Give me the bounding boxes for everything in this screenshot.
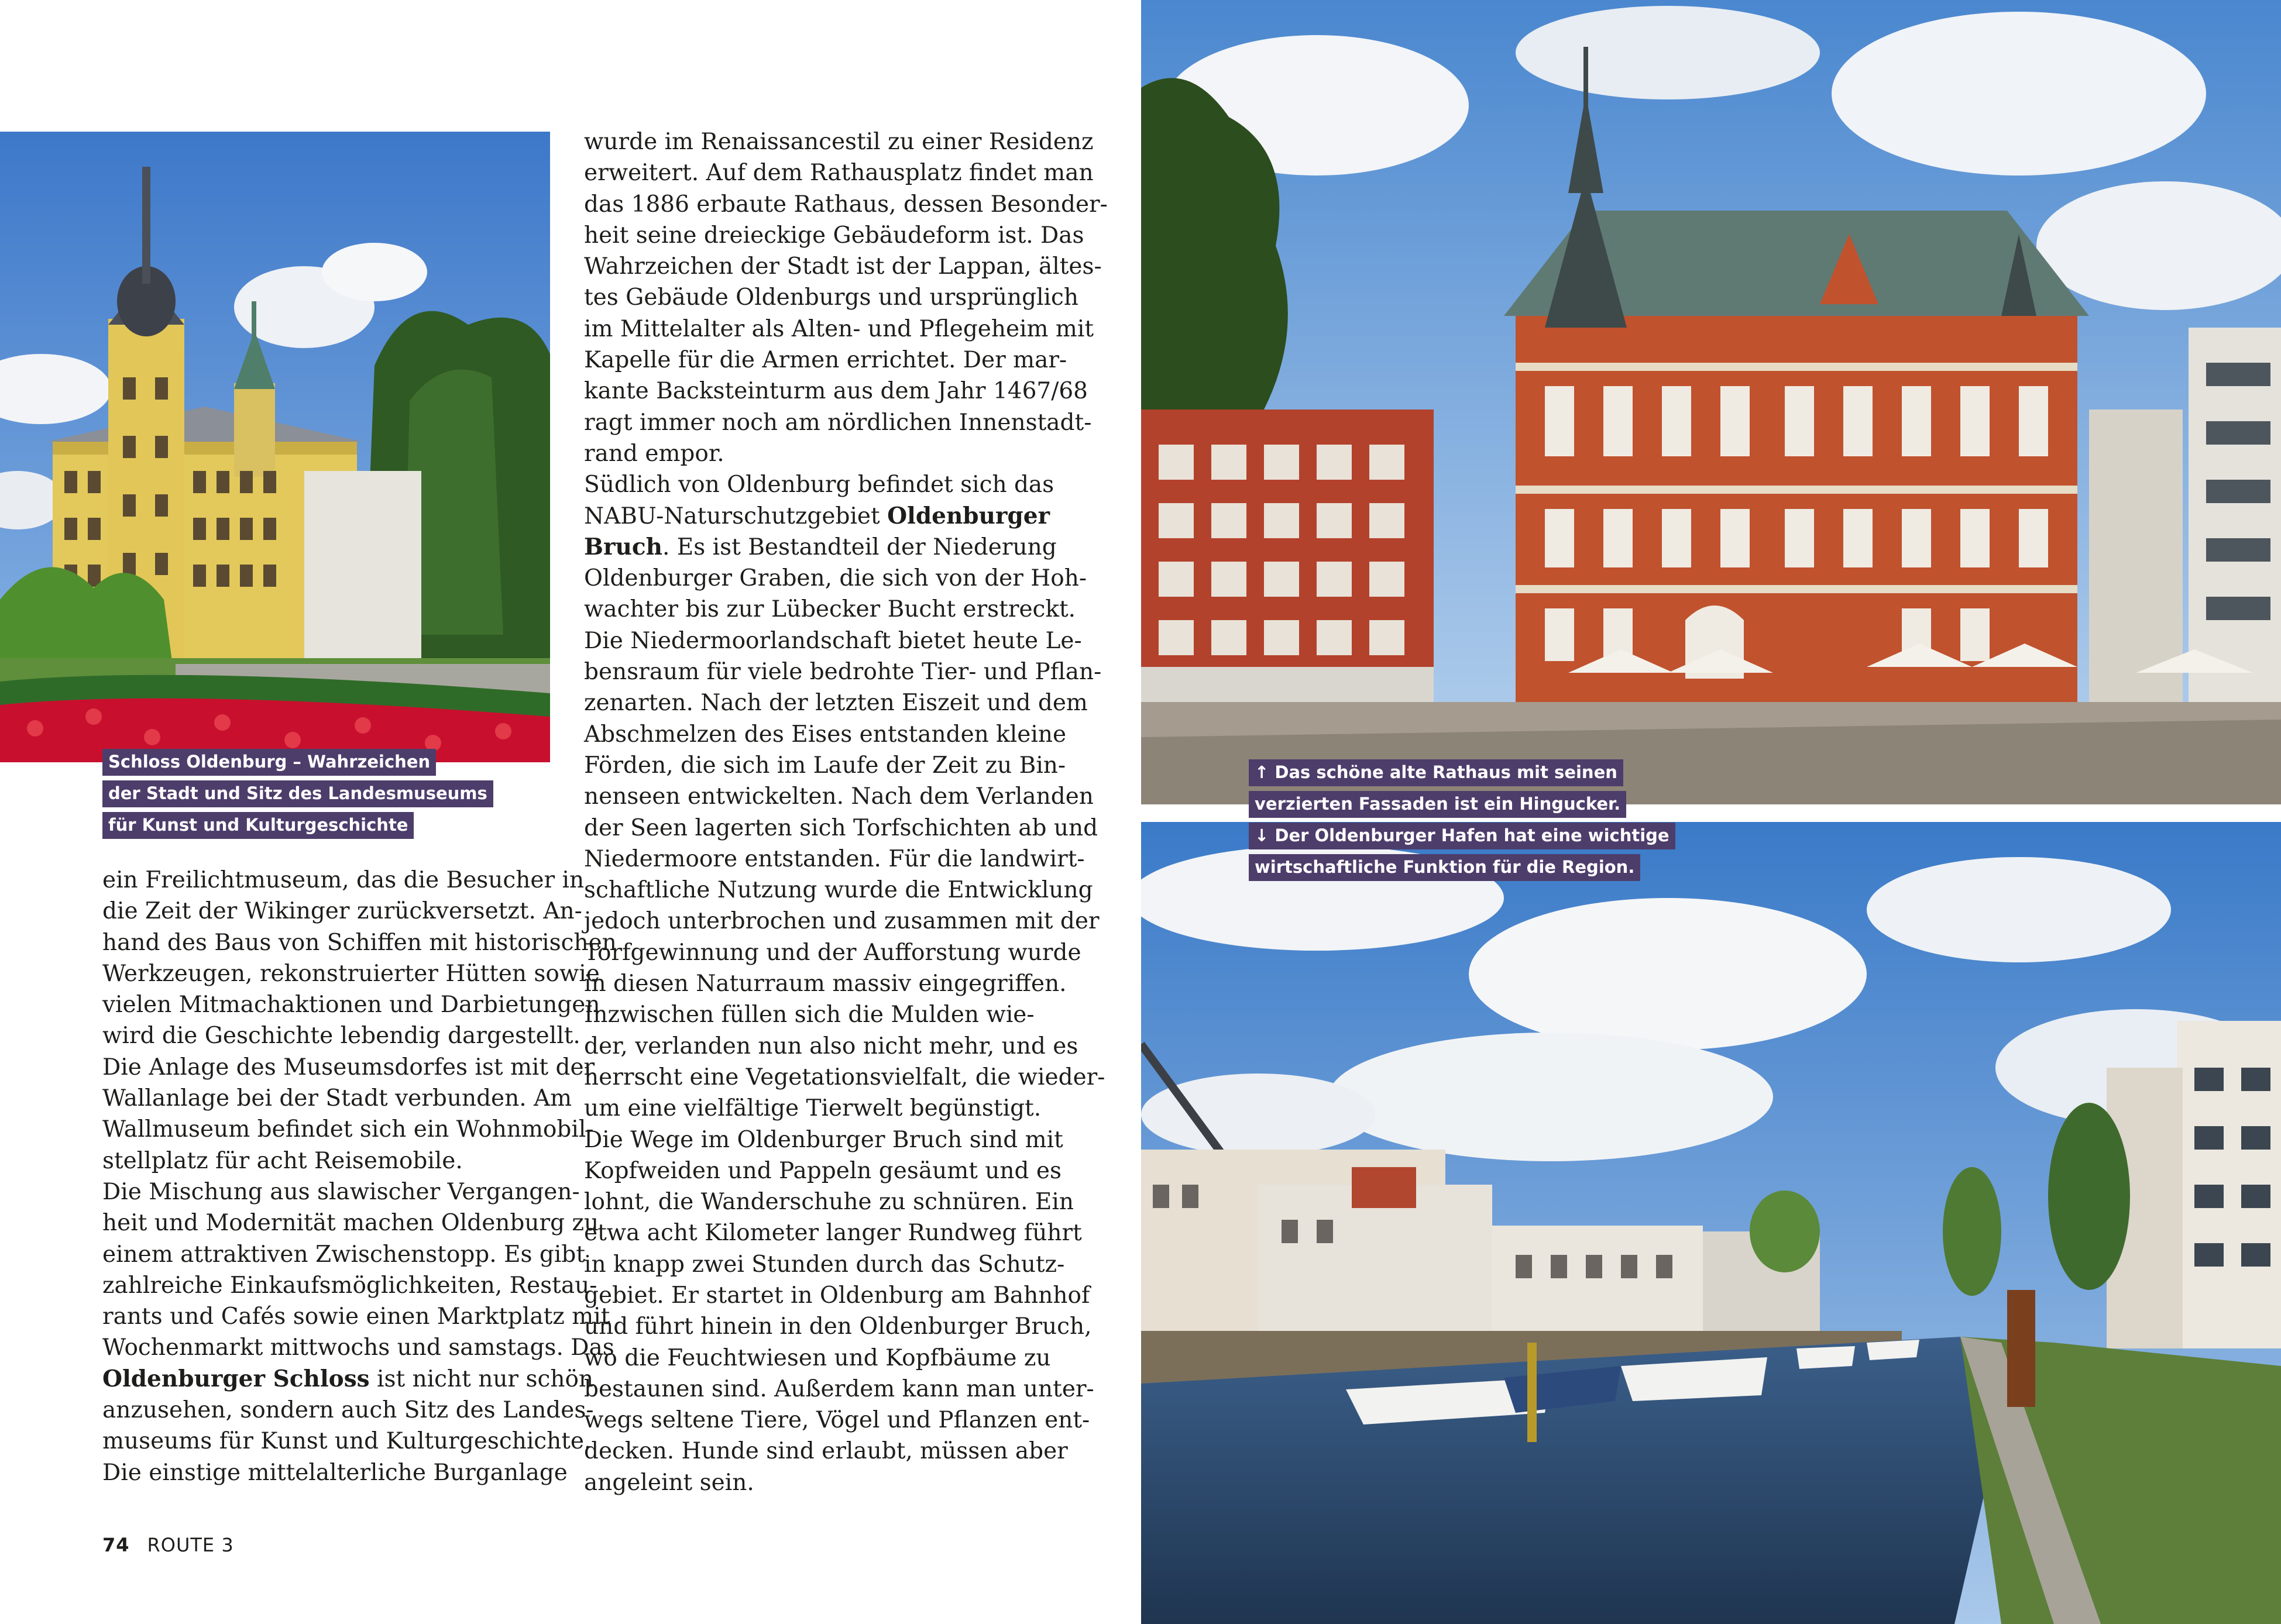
text-line: Wochenmarkt mittwochs und samstags. Das: [102, 1334, 614, 1361]
text-line: Wallanlage bei der Stadt verbunden. Am: [102, 1085, 572, 1112]
text-line: der Seen lagerten sich Torfschichten ab und: [584, 814, 1098, 841]
text-line: [584, 532, 1108, 563]
bold-term: Oldenburger Schloss: [102, 1365, 370, 1392]
text-line: wachter bis zur Lübecker Bucht erstreckt.: [584, 596, 1076, 623]
text-line: angeleint sein.: [584, 1469, 754, 1496]
text-line: Wallmuseum befindet sich ein Wohnmobil-: [102, 1116, 594, 1143]
text-line: stellplatz für acht Reisemobile.: [102, 1147, 463, 1174]
bold-term: Oldenburger: [887, 502, 1050, 529]
caption-line: Schloss Oldenburg – Wahrzeichen: [102, 749, 436, 776]
text-line: Die einstige mittelalterliche Burganlage: [102, 1459, 568, 1486]
text-line: herrscht eine Vegetationsvielfalt, die wieder-: [584, 1064, 1105, 1090]
text-line: das 1886 erbaute Rathaus, dessen Besonder-: [584, 191, 1108, 218]
text-line: kante Backsteinturm aus dem Jahr 1467/68: [584, 378, 1088, 405]
text-line: Oldenburger Graben, die sich von der Hoh-: [584, 565, 1087, 592]
text-line: um eine vielfältige Tierwelt begünstigt.: [584, 1095, 1042, 1122]
text-line: rand empor.: [584, 440, 724, 467]
castle-photo: [0, 132, 550, 762]
middle-text-column: [584, 126, 1108, 1498]
text-line: Inzwischen füllen sich die Mulden wie-: [584, 1002, 1035, 1028]
text-line: zahlreiche Einkaufsmöglichkeiten, Restau-: [102, 1272, 597, 1299]
harbor-photo: [1141, 822, 2281, 1624]
town-hall-photo: [1141, 0, 2281, 804]
text-line: wo die Feuchtwiesen und Kopfbäume zu: [584, 1344, 1051, 1371]
text-line: tes Gebäude Oldenburgs und ursprünglich: [584, 284, 1078, 311]
text-line: wurde im Renaissancestil zu einer Residenz: [584, 129, 1094, 155]
text-line: rants und Cafés sowie einen Marktplatz mit: [102, 1303, 610, 1330]
text-line: etwa acht Kilometer langer Rundweg führt: [584, 1220, 1082, 1247]
text-line: in diesen Naturraum massiv eingegriffen.: [584, 971, 1067, 997]
text-line: bensraum für viele bedrohte Tier- und Pflan-: [584, 659, 1102, 686]
text-line: lohnt, die Wanderschuhe zu schnüren. Ein: [584, 1189, 1074, 1216]
text-line: einem attraktiven Zwischenstopp. Es gibt: [102, 1241, 585, 1268]
text-line: [102, 1364, 617, 1395]
text-line: heit seine dreieckige Gebäudeform ist. Das: [584, 222, 1084, 249]
text-line: Südlich von Oldenburg befindet sich das: [584, 472, 1054, 498]
text-line: nenseen entwickelten. Nach dem Verlanden: [584, 783, 1094, 810]
caption-line: verzierten Fassaden ist ein Hingucker.: [1249, 791, 1626, 818]
text-line: gebiet. Er startet in Oldenburg am Bahnhof: [584, 1282, 1090, 1309]
text-line: Kopfweiden und Pappeln gesäumt und es: [584, 1157, 1062, 1184]
text-line: hand des Baus von Schiffen mit historischen: [102, 929, 617, 956]
text-line: Wahrzeichen der Stadt ist der Lappan, ältes-: [584, 253, 1102, 280]
text-line: bestaunen sind. Außerdem kann man unter-: [584, 1375, 1094, 1402]
text-line: wegs seltene Tiere, Vögel und Pflanzen ent-: [584, 1407, 1090, 1434]
text-fragment: NABU-Naturschutzgebiet: [584, 503, 888, 529]
text-line: Abschmelzen des Eises entstanden kleine: [584, 721, 1067, 748]
text-fragment: ist nicht nur schön: [369, 1365, 594, 1392]
text-line: Förden, die sich im Laufe der Zeit zu Bin-: [584, 752, 1066, 779]
text-line: jedoch unterbrochen und zusammen mit der: [584, 908, 1100, 935]
text-line: ein Freilichtmuseum, das die Besucher in: [102, 867, 585, 893]
text-line: Torfgewinnung und der Aufforstung wurde: [584, 939, 1081, 966]
left-text-column: [102, 865, 617, 1488]
text-line: in knapp zwei Stunden durch das Schutz-: [584, 1251, 1065, 1278]
text-line: anzusehen, sondern auch Sitz des Landes-: [102, 1397, 594, 1424]
caption-line: für Kunst und Kulturgeschichte: [102, 812, 414, 839]
text-line: zenarten. Nach der letzten Eiszeit und dem: [584, 690, 1088, 717]
text-line: erweitert. Auf dem Rathausplatz findet man: [584, 160, 1094, 187]
caption-line: wirtschaftliche Funktion für die Region.: [1249, 854, 1640, 881]
text-line: die Zeit der Wikinger zurückversetzt. An-: [102, 898, 582, 925]
text-line: museums für Kunst und Kulturgeschichte.: [102, 1428, 592, 1455]
text-line: Niedermoore entstanden. Für die landwirt-: [584, 845, 1085, 872]
text-line: wird die Geschichte lebendig dargestellt.: [102, 1023, 580, 1050]
text-line: schaftliche Nutzung wurde die Entwicklung: [584, 877, 1093, 904]
text-line: heit und Modernität machen Oldenburg zu: [102, 1210, 599, 1237]
harbor-townhall-caption: [1249, 759, 1675, 886]
text-line: vielen Mitmachaktionen und Darbietungen: [102, 992, 600, 1019]
bold-term: Bruch: [584, 533, 662, 560]
text-line: Die Mischung aus slawischer Vergangen-: [102, 1178, 580, 1205]
text-line: [584, 501, 1108, 532]
page-number: 74: [102, 1534, 130, 1556]
text-line: im Mittelalter als Alten- und Pflegeheim mit: [584, 315, 1094, 342]
text-line: Die Anlage des Museumsdorfes ist mit der: [102, 1054, 595, 1081]
caption-line: ↑ Das schöne alte Rathaus mit seinen: [1249, 759, 1623, 786]
text-line: Die Niedermoorlandschaft bietet heute Le-: [584, 627, 1082, 654]
castle-caption: [102, 749, 493, 844]
text-line: der, verlanden nun also nicht mehr, und es: [584, 1033, 1078, 1059]
caption-line: ↓ Der Oldenburger Hafen hat eine wichtige: [1249, 823, 1675, 849]
text-line: ragt immer noch am nördlichen Innenstadt-: [584, 409, 1092, 436]
page-footer: [102, 1534, 234, 1556]
text-fragment: . Es ist Bestandteil der Niederung: [662, 534, 1057, 560]
text-line: Kapelle für die Armen errichtet. Der mar-: [584, 347, 1067, 374]
text-line: und führt hinein in den Oldenburger Bruch,: [584, 1313, 1092, 1340]
section-label: ROUTE 3: [147, 1534, 234, 1556]
caption-line: der Stadt und Sitz des Landesmuseums: [102, 780, 493, 807]
text-line: Die Wege im Oldenburger Bruch sind mit: [584, 1126, 1063, 1153]
text-line: decken. Hunde sind erlaubt, müssen aber: [584, 1438, 1068, 1465]
text-line: Werkzeugen, rekonstruierter Hütten sowie: [102, 960, 600, 987]
